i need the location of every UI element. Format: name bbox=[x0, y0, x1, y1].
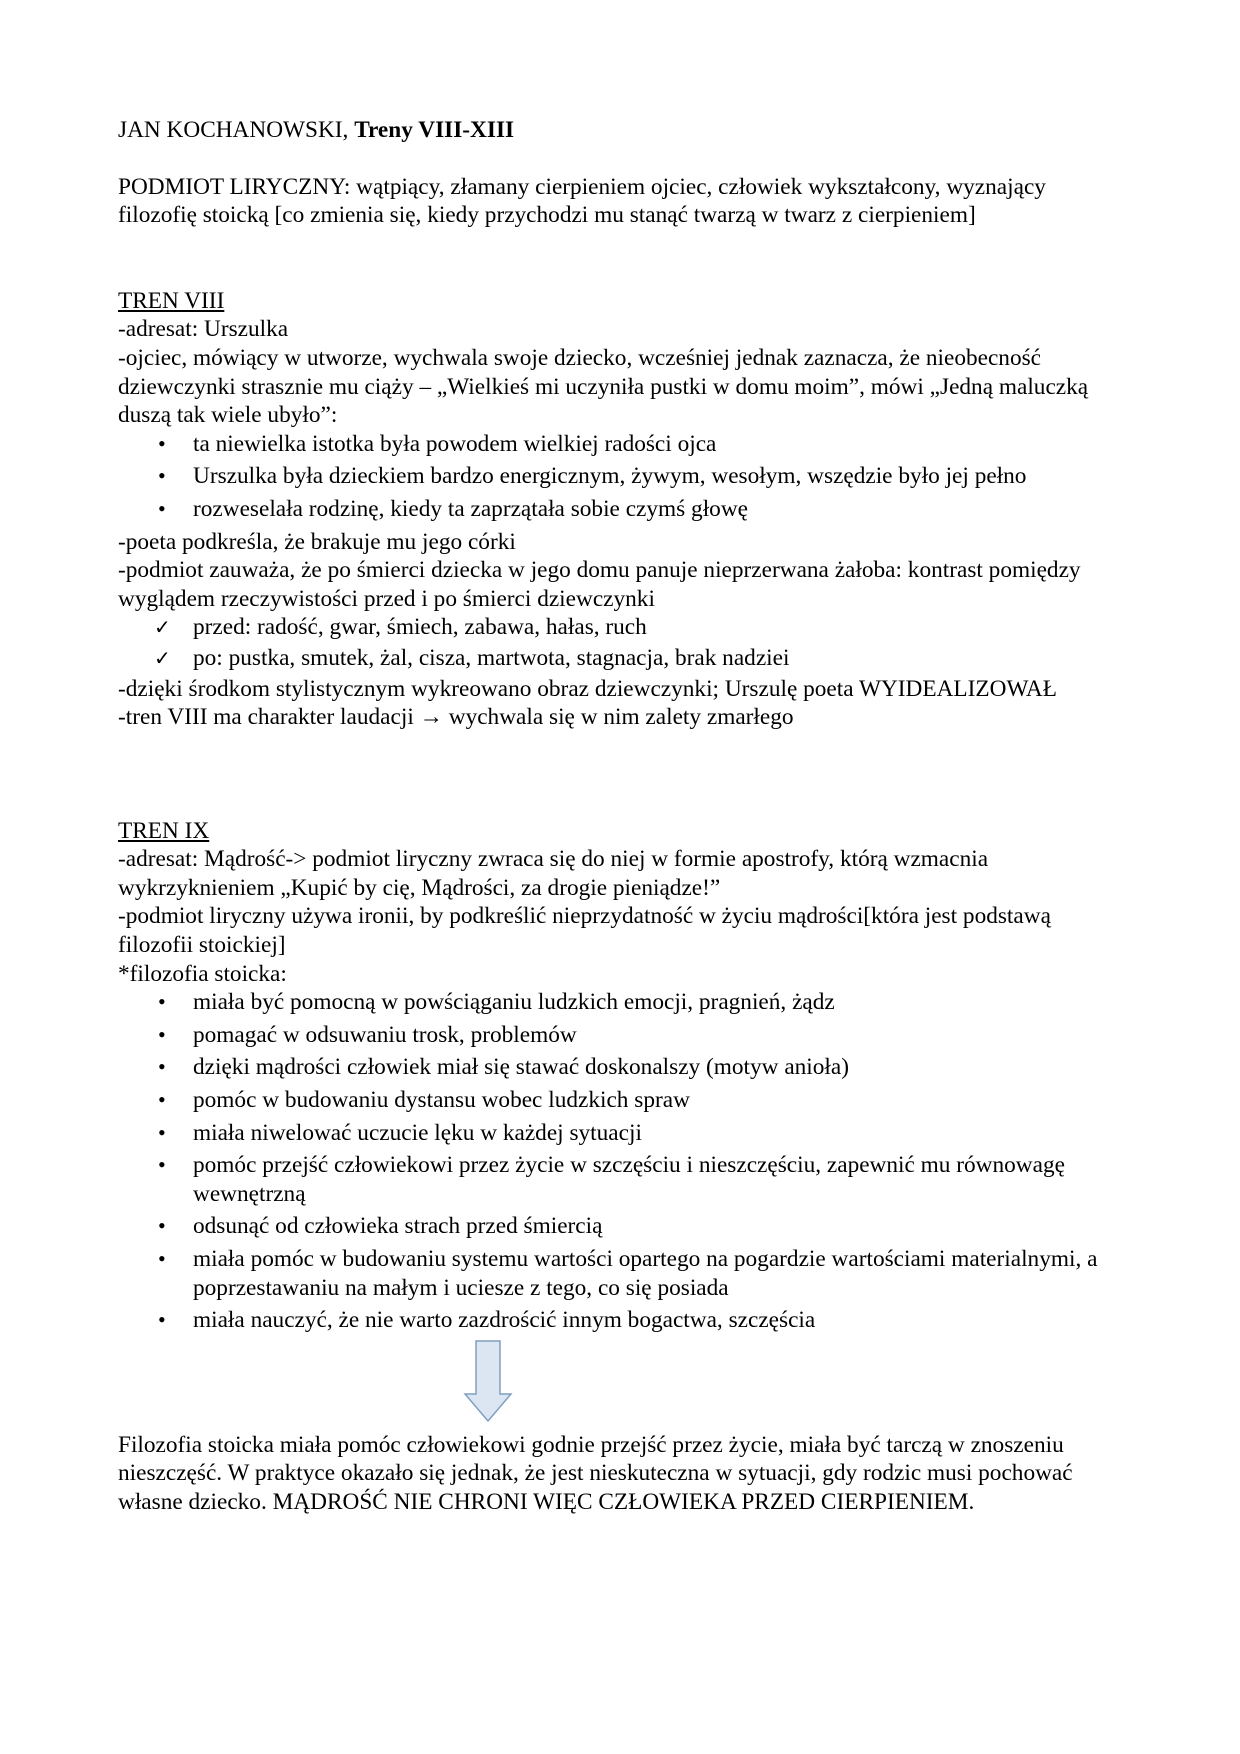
down-arrow-icon bbox=[463, 1339, 513, 1423]
tren-viii-section bbox=[118, 287, 1128, 732]
list-item bbox=[118, 1053, 1128, 1082]
tren-viii-check-list bbox=[118, 613, 1128, 672]
document-page bbox=[118, 116, 1128, 1517]
bullet-icon: • bbox=[158, 1246, 166, 1271]
list-item bbox=[118, 430, 1128, 459]
list-item-text: po: pustka, smutek, żal, cisza, martwota, stagnacja, brak nadziei bbox=[193, 644, 790, 671]
list-item bbox=[118, 988, 1128, 1017]
tren-viii-middle-line-2: -podmiot zauważa, że po śmierci dziecka w jego domu panuje nieprzerwana żałoba: kontrast pomiędzy wyglądem rzeczywistości przed i po śmierci dziewczynki bbox=[118, 557, 1081, 612]
bullet-icon: • bbox=[158, 1054, 166, 1080]
tren-ix-addressee: -adresat: Mądrość-> podmiot liryczny zwraca się do niej w formie apostrofy, którą wzmacnia wykrzyknieniem „Kupić by cię, Mądrości, za drogie pieniądze!” bbox=[118, 846, 989, 901]
list-item-text: rozweselała rodzinę, kiedy ta zaprzątała sobie czymś głowę bbox=[193, 495, 748, 522]
tren-viii-addressee: -adresat: Urszulka bbox=[118, 316, 289, 343]
bullet-icon: • bbox=[158, 430, 166, 456]
list-item bbox=[118, 1151, 1128, 1208]
tren-viii-intro-paragraph: -ojciec, mówiący w utworze, wychwala swoje dziecko, wcześniej jednak zaznacza, że nieobecność dziewczynki strasznie mu ciąży – „Wielkieś mi uczyniła pustki w domu moim”, mówi „Jedną maluczką duszą tak wiele ubyło”: bbox=[118, 344, 1089, 429]
list-item-text: pomagać w odsuwaniu trosk, problemów bbox=[193, 1021, 577, 1048]
list-item bbox=[118, 1021, 1128, 1050]
tren-ix-stoic-label: *filozofia stoicka: bbox=[118, 960, 287, 987]
list-item bbox=[118, 1245, 1128, 1302]
bullet-icon: • bbox=[158, 495, 166, 521]
list-item-text: pomóc przejść człowiekowi przez życie w szczęściu i nieszczęściu, zapewnić mu równowagę wewnętrzną bbox=[193, 1152, 1065, 1207]
arrow-container bbox=[118, 1339, 1128, 1427]
bullet-icon: • bbox=[158, 463, 166, 489]
bullet-icon: • bbox=[158, 1152, 166, 1178]
list-item-text: pomóc w budowaniu dystansu wobec ludzkich spraw bbox=[193, 1087, 690, 1114]
list-item bbox=[118, 462, 1128, 491]
tren-ix-conclusion: Filozofia stoicka miała pomóc człowiekowi godnie przejść przez życie, miała być tarczą w znoszeniu nieszczęść. W praktyce okazało się jednak, że jest nieskuteczna w sytuacji, gdy rodzic musi pochować własne dziecko. MĄDROŚĆ NIE CHRONI WIĘC CZŁOWIEKA PRZED CIERPIENIEM. bbox=[118, 1431, 1073, 1515]
podmiot-liryczny-paragraph: PODMIOT LIRYCZNY: wątpiący, złamany cierpieniem ojciec, człowiek wykształcony, wyznający filozofię stoicką [co zmienia się, kiedy przychodzi mu stanąć twarzą w twarz z cierpieniem] bbox=[118, 173, 1046, 229]
bullet-icon: • bbox=[158, 1213, 166, 1239]
tren-viii-bullet-list bbox=[118, 430, 1128, 524]
list-item-text: odsunąć od człowieka strach przed śmiercią bbox=[193, 1213, 603, 1240]
list-item-text: miała niwelować uczucie lęku w każdej sytuacji bbox=[193, 1119, 642, 1146]
list-item-text: miała pomóc w budowaniu systemu wartości opartego na pogardzie wartościami materialnymi, a poprzestawaniu na małym i uciesze z tego, co się posiada bbox=[193, 1246, 1098, 1301]
bullet-icon: • bbox=[158, 1307, 166, 1333]
list-item bbox=[118, 1086, 1128, 1115]
bullet-icon: • bbox=[158, 1021, 166, 1047]
tren-viii-middle-line-1: -poeta podkreśla, że brakuje mu jego córki bbox=[118, 528, 516, 555]
checkmark-icon: ✓ bbox=[154, 615, 171, 640]
list-item-text: przed: radość, gwar, śmiech, zabawa, hałas, ruch bbox=[193, 614, 647, 641]
tren-ix-bullet-list bbox=[118, 988, 1128, 1335]
tren-viii-outro-line-1: -dzięki środkom stylistycznym wykreowano obraz dziewczynki; Urszulę poeta WYIDEALIZOWAŁ bbox=[118, 675, 1057, 702]
list-item bbox=[118, 613, 1128, 642]
bullet-icon: • bbox=[158, 1119, 166, 1145]
tren-viii-heading: TREN VIII bbox=[118, 287, 225, 314]
document-title bbox=[118, 116, 1128, 145]
checkmark-icon: ✓ bbox=[154, 645, 171, 670]
list-item bbox=[118, 1119, 1128, 1148]
tren-ix-section bbox=[118, 817, 1128, 1517]
list-item-text: miała nauczyć, że nie warto zazdrościć innym bogactwa, szczęścia bbox=[193, 1307, 816, 1334]
title-author: JAN KOCHANOWSKI, bbox=[118, 117, 355, 143]
list-item bbox=[118, 1306, 1128, 1335]
list-item bbox=[118, 495, 1128, 524]
list-item-text: Urszulka była dzieckiem bardzo energicznym, żywym, wesołym, wszędzie było jej pełno bbox=[193, 463, 1027, 490]
list-item bbox=[118, 1212, 1128, 1241]
list-item-text: dzięki mądrości człowiek miał się stawać doskonalszy (motyw anioła) bbox=[193, 1054, 849, 1081]
tren-ix-heading: TREN IX bbox=[118, 817, 210, 844]
bullet-icon: • bbox=[158, 989, 166, 1015]
title-work: Treny VIII-XIII bbox=[354, 117, 515, 143]
list-item-text: ta niewielka istotka była powodem wielkiej radości ojca bbox=[193, 430, 717, 457]
bullet-icon: • bbox=[158, 1087, 166, 1113]
list-item bbox=[118, 644, 1128, 673]
tren-ix-irony-paragraph: -podmiot liryczny używa ironii, by podkreślić nieprzydatność w życiu mądrości[która jest podstawą filozofii stoickiej] bbox=[118, 903, 1051, 959]
tren-viii-outro-line-2: -tren VIII ma charakter laudacji → wychwala się w nim zalety zmarłego bbox=[118, 704, 794, 731]
list-item-text: miała być pomocną w powściąganiu ludzkich emocji, pragnień, żądz bbox=[193, 989, 835, 1016]
